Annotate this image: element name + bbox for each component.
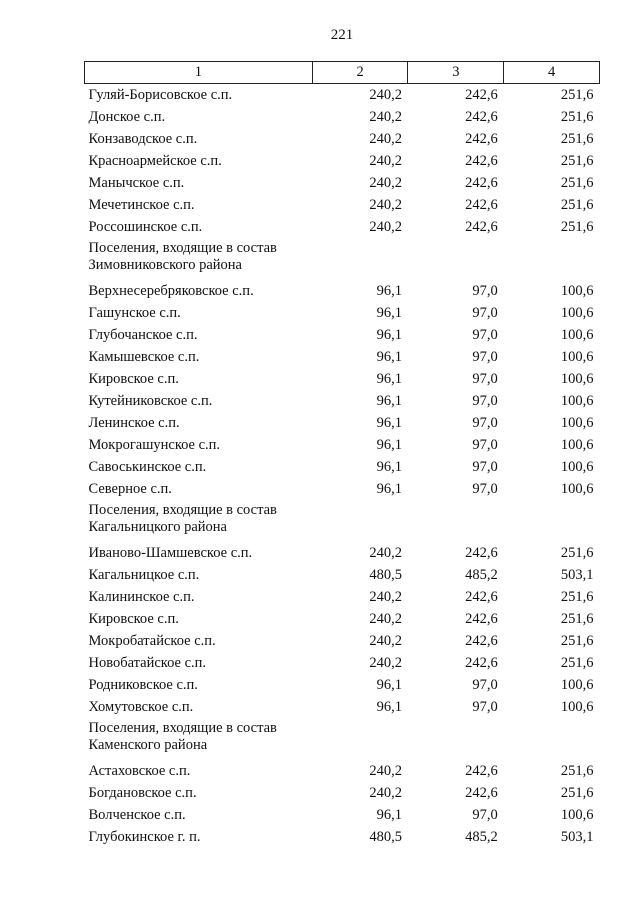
value-col-2-cell: 240,2	[369, 131, 402, 147]
table-row	[85, 434, 600, 456]
value-col-3-cell: 97,0	[472, 283, 498, 299]
value-col-3-cell: 242,6	[465, 197, 498, 213]
table-row	[85, 106, 600, 128]
value-col-3-cell: 242,6	[465, 785, 498, 801]
value-col-4-cell: 251,6	[560, 219, 594, 235]
value-col-4-cell: 100,6	[560, 437, 594, 453]
table-row	[85, 216, 600, 238]
value-col-4-cell: 251,6	[560, 153, 594, 169]
value-col-2-cell: 96,1	[376, 393, 402, 409]
value-col-2-cell: 240,2	[369, 633, 402, 649]
value-col-4-cell: 100,6	[560, 459, 594, 475]
value-col-4-cell: 100,6	[560, 807, 594, 823]
value-col-2-cell: 480,5	[369, 829, 402, 845]
value-col-4-cell: 251,6	[560, 763, 594, 779]
value-col-4-cell: 100,6	[560, 481, 594, 497]
table-row	[85, 608, 600, 630]
column-header-3: 3	[408, 62, 504, 84]
group-heading-row	[85, 718, 600, 760]
table-row	[85, 390, 600, 412]
value-col-3-cell: 242,6	[465, 633, 498, 649]
value-col-3-cell: 242,6	[465, 175, 498, 191]
column-header-4: 4	[504, 62, 600, 84]
value-col-2-cell: 240,2	[369, 175, 402, 191]
value-col-3-cell: 242,6	[465, 589, 498, 605]
value-col-2-cell: 480,5	[369, 567, 402, 583]
table-row	[85, 84, 600, 107]
value-col-2-cell: 240,2	[369, 87, 402, 103]
empty-cell	[504, 500, 600, 542]
group-heading-row	[85, 238, 600, 280]
header-row	[85, 62, 600, 84]
table-row	[85, 782, 600, 804]
table-row	[85, 542, 600, 564]
empty-cell	[312, 718, 408, 760]
settlement-name-cell: Мокробатайское с.п.	[88, 633, 216, 649]
table-row	[85, 280, 600, 302]
page-number: 221	[330, 27, 354, 43]
value-col-3-cell: 242,6	[465, 219, 498, 235]
value-col-3-cell: 97,0	[472, 327, 498, 343]
table-row	[85, 302, 600, 324]
table-row	[85, 826, 600, 848]
empty-cell	[408, 718, 504, 760]
value-col-3-cell: 242,6	[465, 131, 498, 147]
value-col-4-cell: 251,6	[560, 87, 594, 103]
value-col-4-cell: 251,6	[560, 611, 594, 627]
value-col-2-cell: 96,1	[376, 481, 402, 497]
value-col-3-cell: 97,0	[472, 371, 498, 387]
value-col-4-cell: 251,6	[560, 197, 594, 213]
value-col-4-cell: 100,6	[560, 677, 594, 693]
settlement-name-cell: Глубокинское г. п.	[88, 829, 201, 845]
value-col-2-cell: 96,1	[376, 283, 402, 299]
settlement-name-cell: Хомутовское с.п.	[88, 699, 194, 715]
value-col-2-cell: 96,1	[376, 437, 402, 453]
value-col-3-cell: 242,6	[465, 153, 498, 169]
table-row	[85, 564, 600, 586]
value-col-4-cell: 251,6	[560, 109, 594, 125]
value-col-3-cell: 242,6	[465, 763, 498, 779]
value-col-2-cell: 240,2	[369, 589, 402, 605]
settlement-name-cell: Иваново-Шамшевское с.п.	[88, 545, 253, 561]
value-col-3-cell: 97,0	[472, 393, 498, 409]
value-col-4-cell: 100,6	[560, 327, 594, 343]
value-col-2-cell: 96,1	[376, 699, 402, 715]
value-col-3-cell: 97,0	[472, 699, 498, 715]
data-table	[84, 61, 600, 848]
settlement-name-cell: Кировское с.п.	[88, 611, 179, 627]
settlement-name-cell: Северное с.п.	[88, 481, 172, 497]
table-row	[85, 172, 600, 194]
table-row	[85, 412, 600, 434]
settlement-name-cell: Красноармейское с.п.	[88, 153, 222, 169]
table-row	[85, 586, 600, 608]
value-col-4-cell: 251,6	[560, 655, 594, 671]
column-header-1: 1	[85, 62, 313, 84]
settlement-name-cell: Кировское с.п.	[88, 371, 179, 387]
settlement-name-cell: Кутейниковское с.п.	[88, 393, 213, 409]
value-col-3-cell: 485,2	[465, 567, 498, 583]
settlement-name-cell: Гуляй-Борисовское с.п.	[88, 87, 233, 103]
table-row	[85, 696, 600, 718]
table-row	[85, 630, 600, 652]
empty-cell	[504, 718, 600, 760]
settlement-name-cell: Волченское с.п.	[88, 807, 186, 823]
settlement-name-cell: Донское с.п.	[88, 109, 166, 125]
table-row	[85, 478, 600, 500]
value-col-4-cell: 100,6	[560, 283, 594, 299]
value-col-3-cell: 242,6	[465, 545, 498, 561]
value-col-3-cell: 485,2	[465, 829, 498, 845]
settlement-name-cell: Гашунское с.п.	[88, 305, 181, 321]
table-row	[85, 760, 600, 782]
settlement-name-cell: Савоськинское с.п.	[88, 459, 207, 475]
value-col-2-cell: 240,2	[369, 197, 402, 213]
value-col-4-cell: 100,6	[560, 415, 594, 431]
table-row	[85, 128, 600, 150]
value-col-2-cell: 96,1	[376, 327, 402, 343]
value-col-2-cell: 240,2	[369, 109, 402, 125]
value-col-2-cell: 240,2	[369, 785, 402, 801]
settlement-name-cell: Кагальницкое с.п.	[88, 567, 200, 583]
table-row	[85, 456, 600, 478]
value-col-2-cell: 96,1	[376, 677, 402, 693]
value-col-2-cell: 96,1	[376, 415, 402, 431]
table-row	[85, 324, 600, 346]
settlement-name-cell: Конзаводское с.п.	[88, 131, 198, 147]
table-row	[85, 804, 600, 826]
settlement-name-cell: Родниковское с.п.	[88, 677, 198, 693]
empty-cell	[504, 238, 600, 280]
settlement-name-cell: Новобатайское с.п.	[88, 655, 207, 671]
value-col-4-cell: 100,6	[560, 393, 594, 409]
empty-cell	[408, 238, 504, 280]
table-header	[85, 62, 600, 84]
empty-cell	[408, 500, 504, 542]
value-col-3-cell: 97,0	[472, 459, 498, 475]
table-row	[85, 150, 600, 172]
value-col-4-cell: 251,6	[560, 633, 594, 649]
table-row	[85, 346, 600, 368]
value-col-3-cell: 97,0	[472, 481, 498, 497]
value-col-3-cell: 242,6	[465, 109, 498, 125]
settlement-name-cell: Астаховское с.п.	[88, 763, 191, 779]
value-col-2-cell: 96,1	[376, 459, 402, 475]
settlement-name-cell: Глубочанское с.п.	[88, 327, 198, 343]
value-col-2-cell: 240,2	[369, 545, 402, 561]
settlement-name-cell: Ленинское с.п.	[88, 415, 180, 431]
value-col-4-cell: 251,6	[560, 131, 594, 147]
value-col-3-cell: 242,6	[465, 87, 498, 103]
settlement-name-cell: Мечетинское с.п.	[88, 197, 195, 213]
value-col-4-cell: 100,6	[560, 349, 594, 365]
value-col-3-cell: 242,6	[465, 611, 498, 627]
value-col-2-cell: 240,2	[369, 763, 402, 779]
empty-cell	[312, 500, 408, 542]
column-header-2: 2	[312, 62, 408, 84]
settlement-name-cell: Калининское с.п.	[88, 589, 195, 605]
value-col-4-cell: 503,1	[560, 567, 594, 583]
settlement-name-cell: Мокрогашунское с.п.	[88, 437, 221, 453]
value-col-4-cell: 251,6	[560, 589, 594, 605]
empty-cell	[312, 238, 408, 280]
value-col-4-cell: 100,6	[560, 305, 594, 321]
value-col-4-cell: 251,6	[560, 785, 594, 801]
group-heading: Поселения, входящие в состав Зимовниковского района	[88, 240, 277, 273]
settlement-name-cell: Манычское с.п.	[88, 175, 185, 191]
value-col-4-cell: 100,6	[560, 371, 594, 387]
value-col-2-cell: 96,1	[376, 807, 402, 823]
value-col-4-cell: 251,6	[560, 545, 594, 561]
settlement-name-cell: Камышевское с.п.	[88, 349, 200, 365]
table-row	[85, 368, 600, 390]
value-col-2-cell: 240,2	[369, 655, 402, 671]
value-col-3-cell: 97,0	[472, 807, 498, 823]
value-col-2-cell: 96,1	[376, 349, 402, 365]
table-row	[85, 652, 600, 674]
group-heading: Поселения, входящие в состав Кагальницкого района	[88, 502, 277, 535]
value-col-2-cell: 240,2	[369, 611, 402, 627]
value-col-3-cell: 97,0	[472, 437, 498, 453]
table-row	[85, 674, 600, 696]
settlement-name-cell: Богдановское с.п.	[88, 785, 197, 801]
value-col-2-cell: 96,1	[376, 371, 402, 387]
value-col-2-cell: 240,2	[369, 219, 402, 235]
value-col-3-cell: 97,0	[472, 677, 498, 693]
value-col-4-cell: 100,6	[560, 699, 594, 715]
value-col-3-cell: 242,6	[465, 655, 498, 671]
value-col-2-cell: 96,1	[376, 305, 402, 321]
table-body	[85, 84, 600, 849]
group-heading-row	[85, 500, 600, 542]
table-row	[85, 194, 600, 216]
value-col-2-cell: 240,2	[369, 153, 402, 169]
value-col-4-cell: 503,1	[560, 829, 594, 845]
value-col-3-cell: 97,0	[472, 305, 498, 321]
settlement-name-cell: Россошинское с.п.	[88, 219, 203, 235]
value-col-3-cell: 97,0	[472, 415, 498, 431]
value-col-4-cell: 251,6	[560, 175, 594, 191]
value-col-3-cell: 97,0	[472, 349, 498, 365]
settlement-name-cell: Верхнесеребряковское с.п.	[88, 283, 254, 299]
group-heading: Поселения, входящие в состав Каменского района	[88, 720, 277, 753]
